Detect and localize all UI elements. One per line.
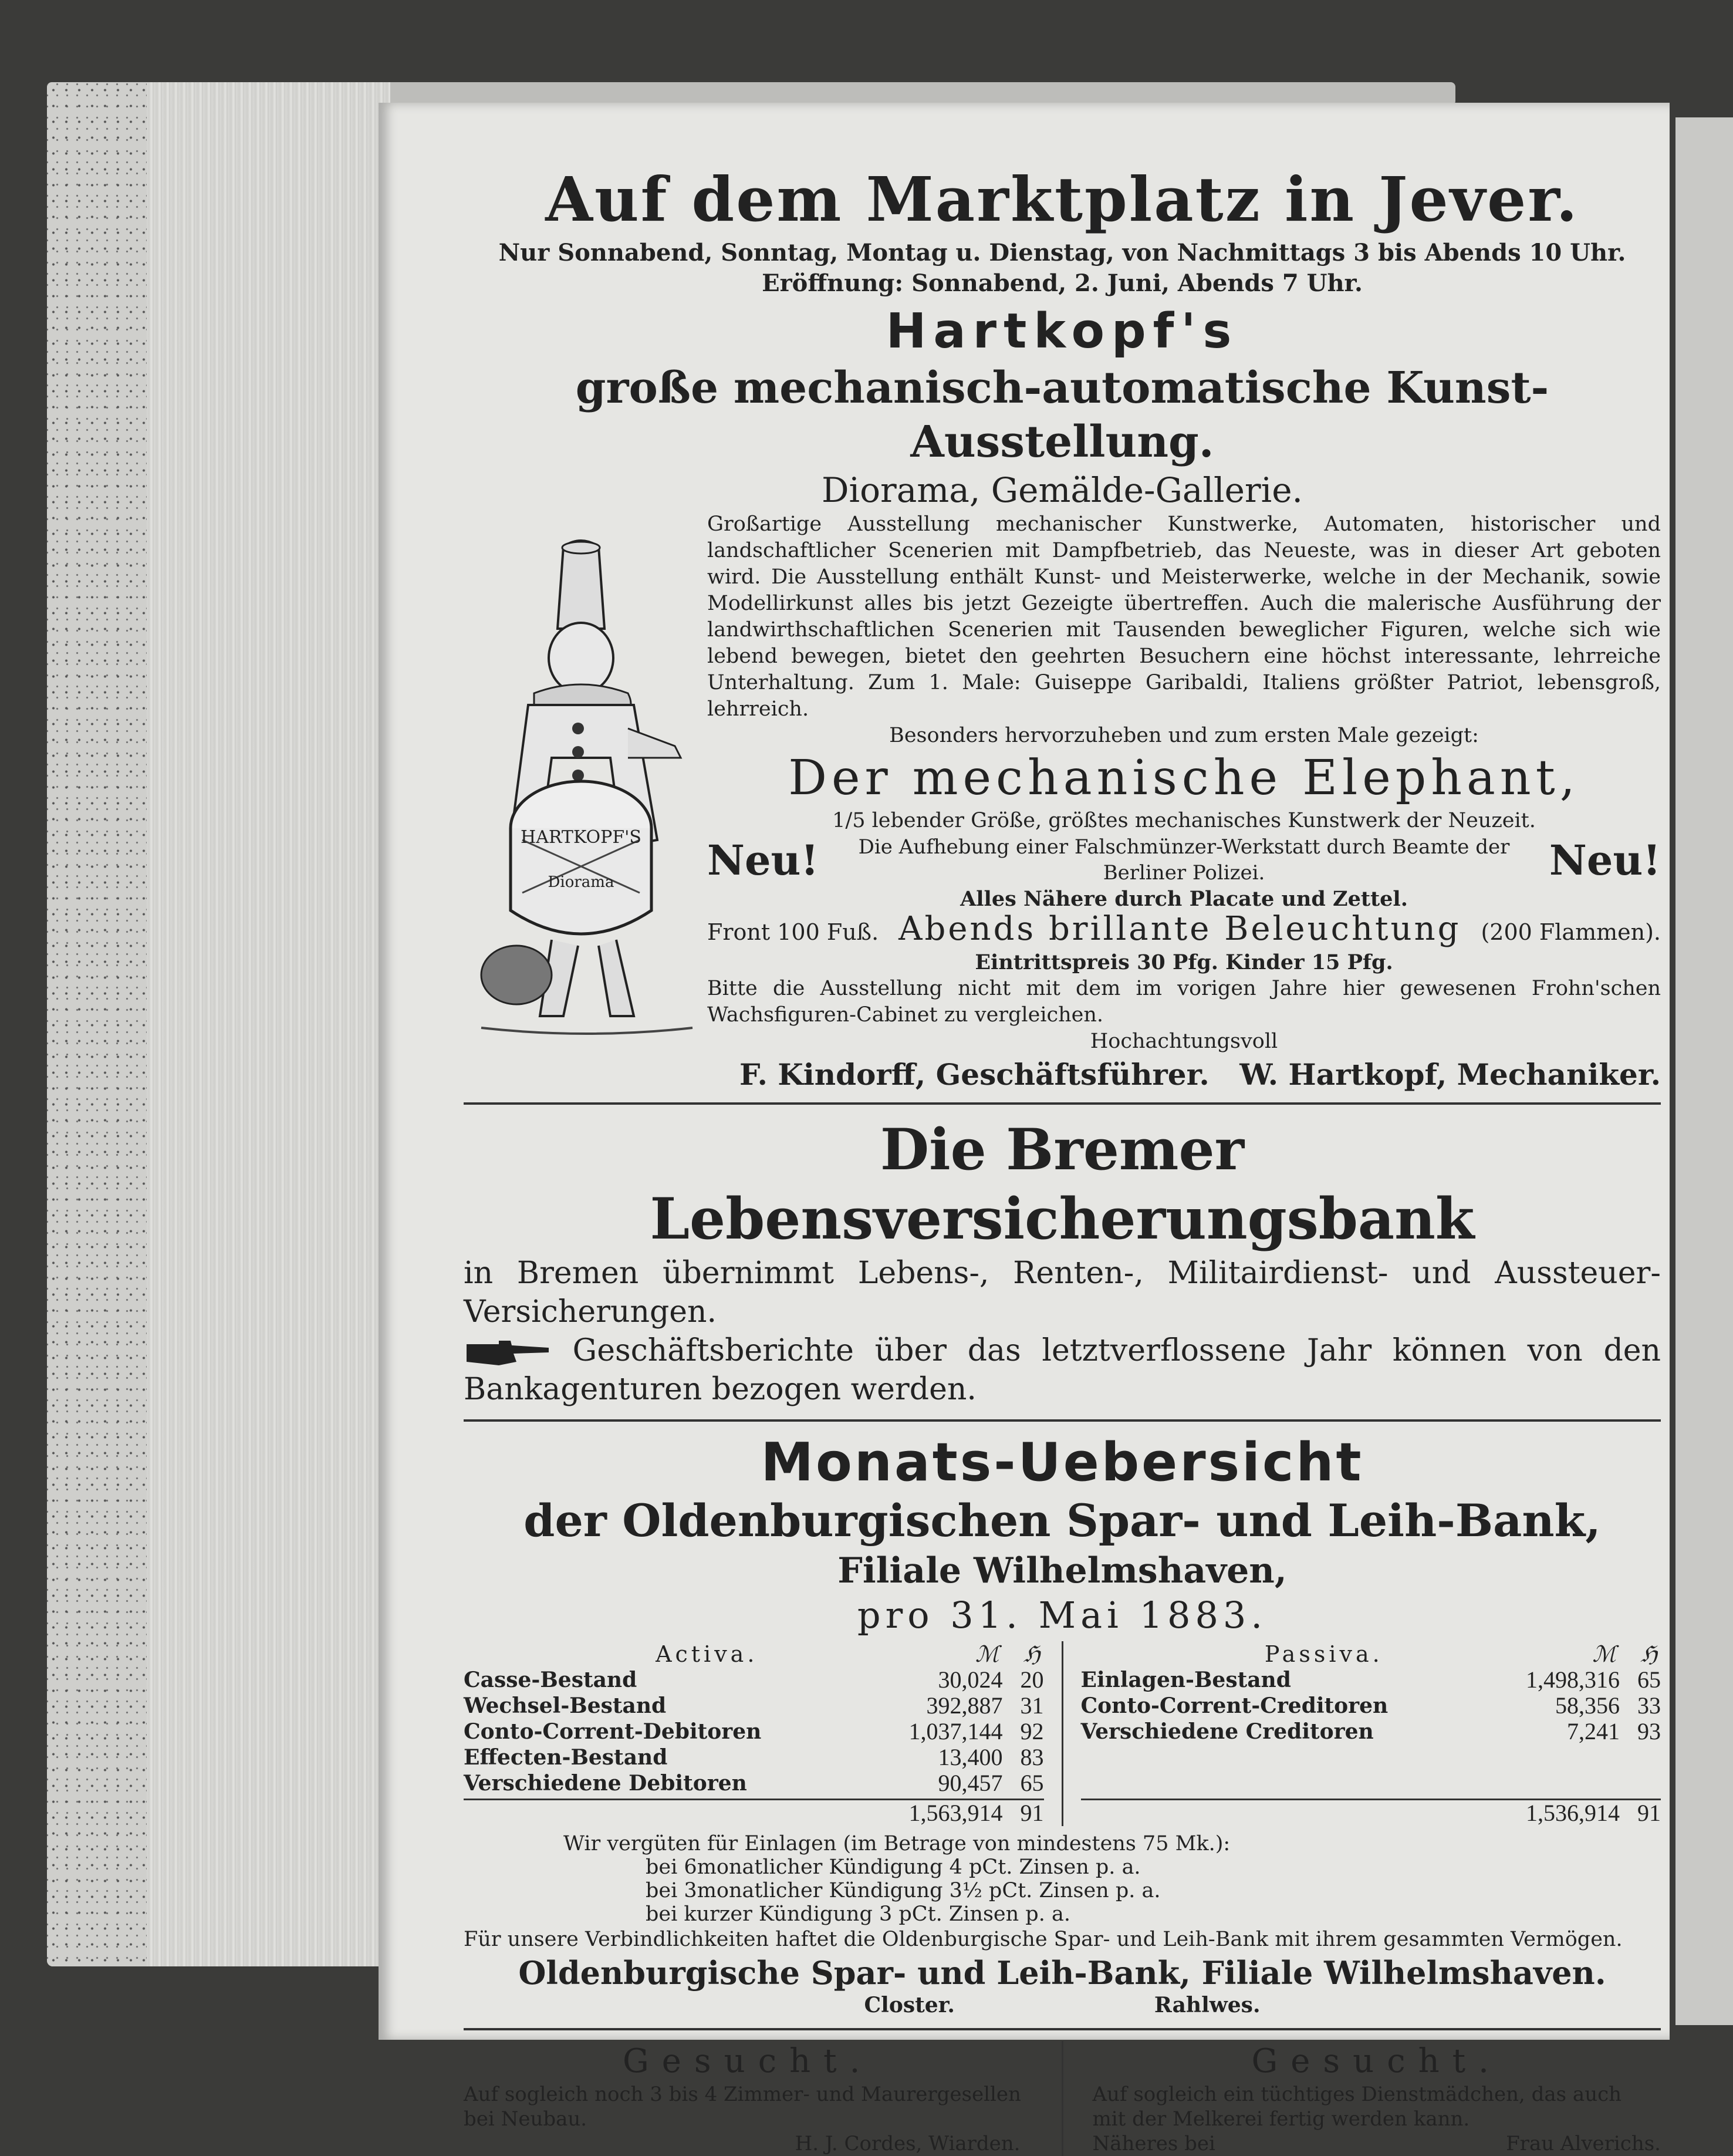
activa-label: Activa.: [656, 1641, 758, 1667]
gesucht-text: Auf sogleich ein tüchtiges Dienstmädchen, das auch mit der Melkerei fertig werden kann.: [1092, 2083, 1622, 2131]
pointing-hand-icon: [464, 1338, 552, 1368]
ad-signers: [464, 1057, 1661, 1092]
table-row: [464, 1719, 1044, 1745]
ad-title: Auf dem Marktplatz in Jever.: [545, 163, 1579, 235]
front-size: Front 100 Fuß.: [707, 919, 879, 945]
row-mark: 392,887: [926, 1692, 1003, 1719]
row-label: Effecten-Bestand: [464, 1745, 668, 1770]
ad-monatsuebersicht: [464, 1432, 1661, 2017]
highlight-intro: Besonders hervorzuheben und zum ersten Male gezeigt:: [889, 724, 1479, 747]
bremer-title: Die Bremer Lebensversicherungsbank: [650, 1116, 1475, 1252]
diorama-line: Diorama, Gemälde-Gallerie.: [822, 470, 1303, 510]
total-pf: 91: [1637, 1800, 1661, 1826]
drum-label-2: Diorama: [548, 873, 614, 891]
beleuchtung: Abends brillante Beleuchtung: [898, 910, 1461, 948]
row-mark: 1,498,316: [1526, 1666, 1620, 1693]
bank-signature: Oldenburgische Spar- und Leih-Bank, Filiale Wilhelmshaven.: [518, 1954, 1606, 1992]
bank-signers: [464, 1993, 1661, 2017]
spacer-row: [1081, 1745, 1661, 1796]
row-label: Einlagen-Bestand: [1080, 1668, 1291, 1692]
divider: [464, 1419, 1661, 1422]
row-label: Conto-Corrent-Creditoren: [1080, 1693, 1389, 1718]
placate-line: Alles Nähere durch Placate und Zettel.: [960, 887, 1408, 911]
row-pf: 65: [1637, 1666, 1661, 1693]
row-mark: 13,400: [938, 1744, 1003, 1770]
table-row: [1081, 1667, 1661, 1693]
activa-header: [464, 1641, 1044, 1667]
facing-page: [1675, 117, 1733, 2025]
pf-symbol: ℌ: [1640, 1641, 1661, 1667]
total-pf: 91: [1020, 1800, 1044, 1826]
signer-closter: Closter.: [864, 1993, 955, 2017]
activa-total: [464, 1799, 1044, 1826]
neu-right: Neu!: [1549, 835, 1661, 885]
gesucht-title: Gesucht.: [623, 2042, 873, 2080]
monats-title: Monats-Uebersicht: [761, 1432, 1364, 1493]
bremer-body-2: [464, 1331, 1661, 1409]
bremer-geschaeftsberichte: Geschäftsberichte über das letztverflossene Jahr können von den Bankagenturen bezogen werden.: [464, 1333, 1661, 1407]
front-line: [707, 912, 1661, 949]
passiva-header: [1081, 1641, 1661, 1667]
signer-hartkopf: W. Hartkopf, Mechaniker.: [1239, 1057, 1661, 1092]
divider: [464, 1102, 1661, 1105]
row-pf: 31: [1020, 1692, 1044, 1719]
interest-line: bei 3monatlicher Kündigung 3½ pCt. Zinsen p. a.: [646, 1879, 1161, 1902]
signer-rahlwes: Rahlwes.: [1154, 1993, 1261, 2017]
gesucht-signature-row: [1093, 2131, 1661, 2156]
interest-rates: [464, 1832, 1661, 1926]
passiva-column: [1063, 1641, 1661, 1826]
ad-bremer: [464, 1115, 1661, 1409]
row-label: Verschiedene Creditoren: [1080, 1719, 1374, 1744]
row-mark: 90,457: [938, 1770, 1003, 1796]
row-pf: 83: [1020, 1744, 1044, 1770]
ad-dates: Nur Sonnabend, Sonntag, Montag u. Dienstag, von Nachmittags 3 bis Abends 10 Uhr.: [498, 239, 1626, 266]
divider: [464, 2028, 1661, 2030]
gesucht-right: [1063, 2041, 1661, 2156]
table-row: [464, 1693, 1044, 1719]
gesucht-signer: H. J. Cordes, Wiarden.: [795, 2132, 1021, 2155]
row-label: Wechsel-Bestand: [464, 1693, 667, 1718]
total-mark: 1,536,914: [1526, 1800, 1620, 1826]
row-label: Verschiedene Debitoren: [464, 1771, 747, 1796]
clown-drummer-illustration: [469, 511, 704, 1040]
neu-row: [707, 834, 1661, 886]
ad-description: [704, 511, 1661, 1055]
row-label: Casse-Bestand: [464, 1668, 637, 1692]
interest-line: bei 6monatlicher Kündigung 4 pCt. Zinsen p. a.: [646, 1855, 1141, 1879]
table-row: [464, 1770, 1044, 1796]
naeheres: Näheres bei: [1092, 2132, 1215, 2155]
neu-left: Neu!: [707, 835, 819, 885]
ad-gesucht: [464, 2041, 1661, 2156]
falschmuenzer-text: Die Aufhebung einer Falschmünzer-Werkstatt durch Beamte der Berliner Polizei.: [858, 835, 1510, 885]
speckled-edge: [47, 82, 147, 1966]
total-mark: 1,563,914: [908, 1800, 1003, 1826]
liability-note: Für unsere Verbindlichkeiten haftet die Oldenburgische Spar- und Leih-Bank mit ihrem gesammten Vermögen.: [464, 1928, 1623, 1951]
passiva-total: [1081, 1799, 1661, 1826]
eintrittspreis: Eintrittspreis 30 Pfg. Kinder 15 Pfg.: [975, 950, 1393, 974]
table-row: [1081, 1693, 1661, 1719]
pf-symbol: ℌ: [1023, 1641, 1044, 1667]
row-pf: 92: [1020, 1718, 1044, 1745]
row-mark: 30,024: [938, 1666, 1003, 1693]
gesucht-text: Auf sogleich noch 3 bis 4 Zimmer- und Maurergesellen bei Neubau.: [464, 2083, 1021, 2131]
bank-name: der Oldenburgischen Spar- und Leih-Bank,: [523, 1494, 1601, 1547]
drum-label-1: HARTKOPF'S: [521, 827, 641, 848]
ad-hartkopf: [464, 161, 1661, 1092]
signer-kindorff: F. Kindorff, Geschäftsführer.: [739, 1057, 1210, 1092]
mark-symbol: ℳ: [1592, 1641, 1620, 1667]
gesucht-title: Gesucht.: [1251, 2042, 1502, 2080]
elephant-size: 1/5 lebender Größe, größtes mechanisches Kunstwerk der Neuzeit.: [832, 809, 1536, 832]
passiva-label: Passiva.: [1264, 1641, 1383, 1667]
report-date: pro 31. Mai 1883.: [857, 1594, 1268, 1637]
row-mark: 58,356: [1555, 1692, 1620, 1719]
filiale-name: Filiale Wilhelmshaven,: [837, 1550, 1287, 1591]
balance-sheet: [464, 1641, 1661, 1826]
table-row: [1081, 1719, 1661, 1745]
ad-paragraph: Großartige Ausstellung mechanischer Kunstwerke, Automaten, historischer und landschaftlicher Scenerien mit Dampfbetrieb, das Neueste, was in dieser Art geboten wird. Die Ausstellung enthält Kunst- und Meisterwerke, welche in der Mechanik, sowie Modellirkunst alles bis jetzt Gezeigte übertreffen. Auch die malerische Ausführung der landwirthschaftlichen Scenerien mit Tausenden beweglicher Figuren, welche sich wie lebend bewegen, bietet den geehrten Besuchern eine höchst interessante, lehrreiche Unterhaltung. Zum 1. Male: Guiseppe Garibaldi, Italiens größter Patriot, lebensgroß, lehrreich.: [707, 512, 1661, 721]
table-row: [464, 1745, 1044, 1770]
row-label: Conto-Corrent-Debitoren: [464, 1719, 762, 1744]
book-page-edges: [47, 82, 390, 1966]
activa-column: [464, 1641, 1063, 1826]
ad-opening: Eröffnung: Sonnabend, 2. Juni, Abends 7 Uhr.: [762, 269, 1363, 297]
ad-body-row: [464, 511, 1661, 1055]
row-pf: 93: [1637, 1718, 1661, 1745]
page-content: [464, 161, 1661, 2156]
gesucht-left: [464, 2041, 1063, 2156]
row-pf: 33: [1637, 1692, 1661, 1719]
exhibitor-name: Hartkopf's: [886, 303, 1239, 359]
mark-symbol: ℳ: [975, 1641, 1003, 1667]
hochachtungsvoll: Hochachtungsvoll: [1090, 1030, 1278, 1053]
row-mark: 1,037,144: [908, 1718, 1003, 1745]
bitte-text: Bitte die Ausstellung nicht mit dem im vorigen Jahre hier gewesenen Frohn'schen Wachsfiguren-Cabinet zu vergleichen.: [707, 977, 1661, 1027]
flammen: (200 Flammen).: [1481, 919, 1661, 945]
gesucht-signer: Frau Alverichs.: [1506, 2132, 1661, 2155]
bremer-body: in Bremen übernimmt Lebens-, Renten-, Militairdienst- und Aussteuer-Versicherungen.: [464, 1256, 1661, 1330]
row-pf: 20: [1020, 1666, 1044, 1693]
elephant-title: Der mechanische Elephant,: [788, 750, 1580, 806]
row-pf: 65: [1020, 1770, 1044, 1796]
interest-line: bei kurzer Kündigung 3 pCt. Zinsen p. a.: [646, 1902, 1070, 1926]
row-mark: 7,241: [1567, 1718, 1620, 1745]
interest-intro: Wir vergüten für Einlagen (im Betrage von mindestens 75 Mk.):: [563, 1832, 1231, 1855]
table-row: [464, 1667, 1044, 1693]
exhibition-subtitle: große mechanisch-automatische Kunst-Ausstellung.: [575, 363, 1549, 467]
